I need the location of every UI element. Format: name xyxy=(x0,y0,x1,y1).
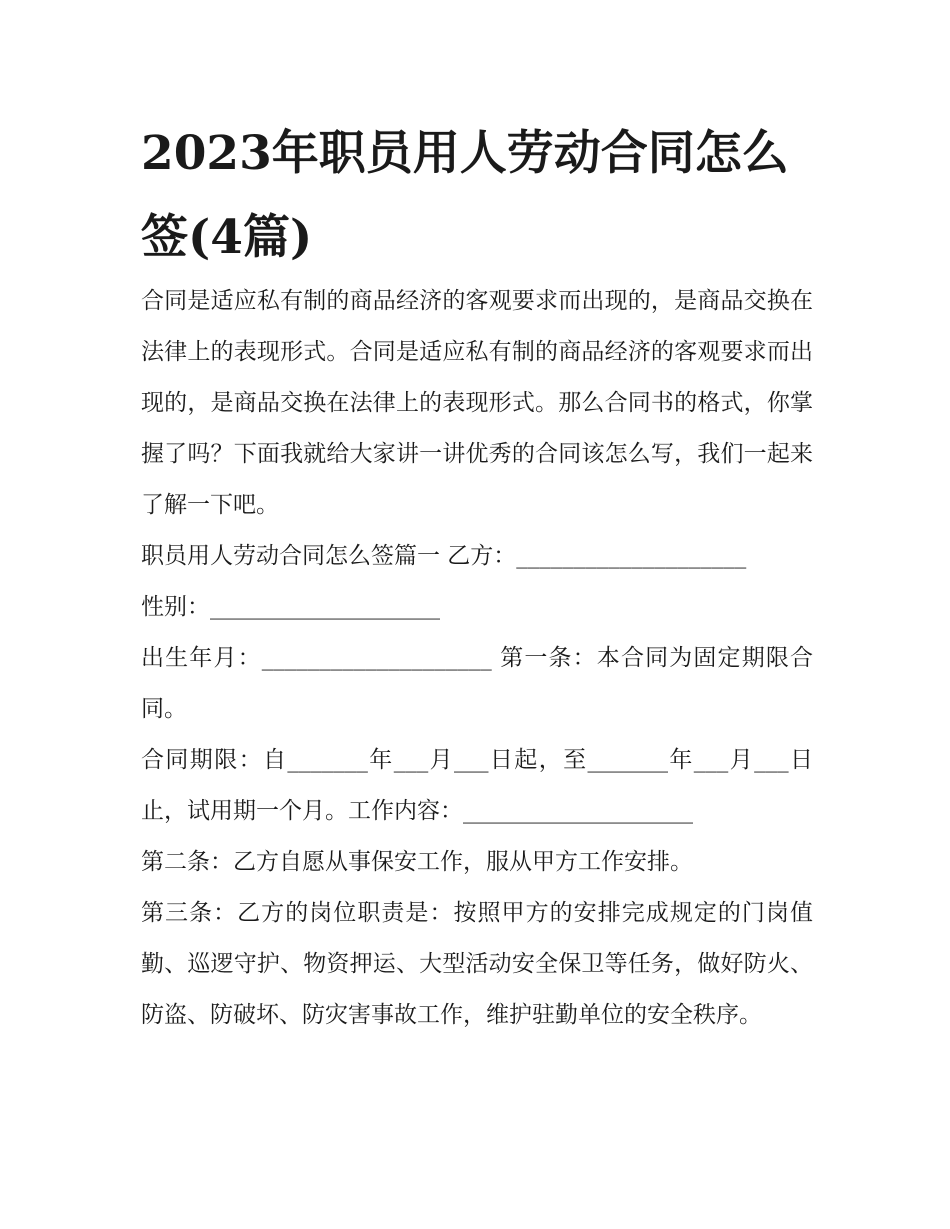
gender-line: 性别：____________________ xyxy=(141,594,440,620)
party-b-line: 职员用人劳动合同怎么签篇一 乙方：____________________ xyxy=(141,543,747,569)
article-three-paragraph: 第三条：乙方的岗位职责是：按照甲方的安排完成规定的门岗值勤、巡逻守护、物资押运、大型活动安全保卫等任务，做好防火、防盗、防破坏、防灾害事故工作，维护驻勤单位的安全秩序。 xyxy=(141,900,813,1028)
contract-term-paragraph: 合同期限：自_______年___月___日起，至_______年___月___日止，试用期一个月。工作内容：____________________ xyxy=(141,747,813,824)
document-body xyxy=(141,276,813,1041)
birth-and-article-one: 出生年月：____________________ 第一条：本合同为固定期限合同。 xyxy=(141,645,813,722)
article-two-paragraph: 第二条：乙方自愿从事保安工作，服从甲方工作安排。 xyxy=(141,849,693,875)
document-title: 2023年职员用人劳动合同怎么签(4篇) xyxy=(141,126,789,265)
intro-paragraph: 合同是适应私有制的商品经济的客观要求而出现的，是商品交换在法律上的表现形式。合同是适应私有制的商品经济的客观要求而出现的，是商品交换在法律上的表现形式。那么合同书的格式，你掌握了吗？下面我就给大家讲一讲优秀的合同该怎么写，我们一起来了解一下吧。 xyxy=(141,288,813,518)
